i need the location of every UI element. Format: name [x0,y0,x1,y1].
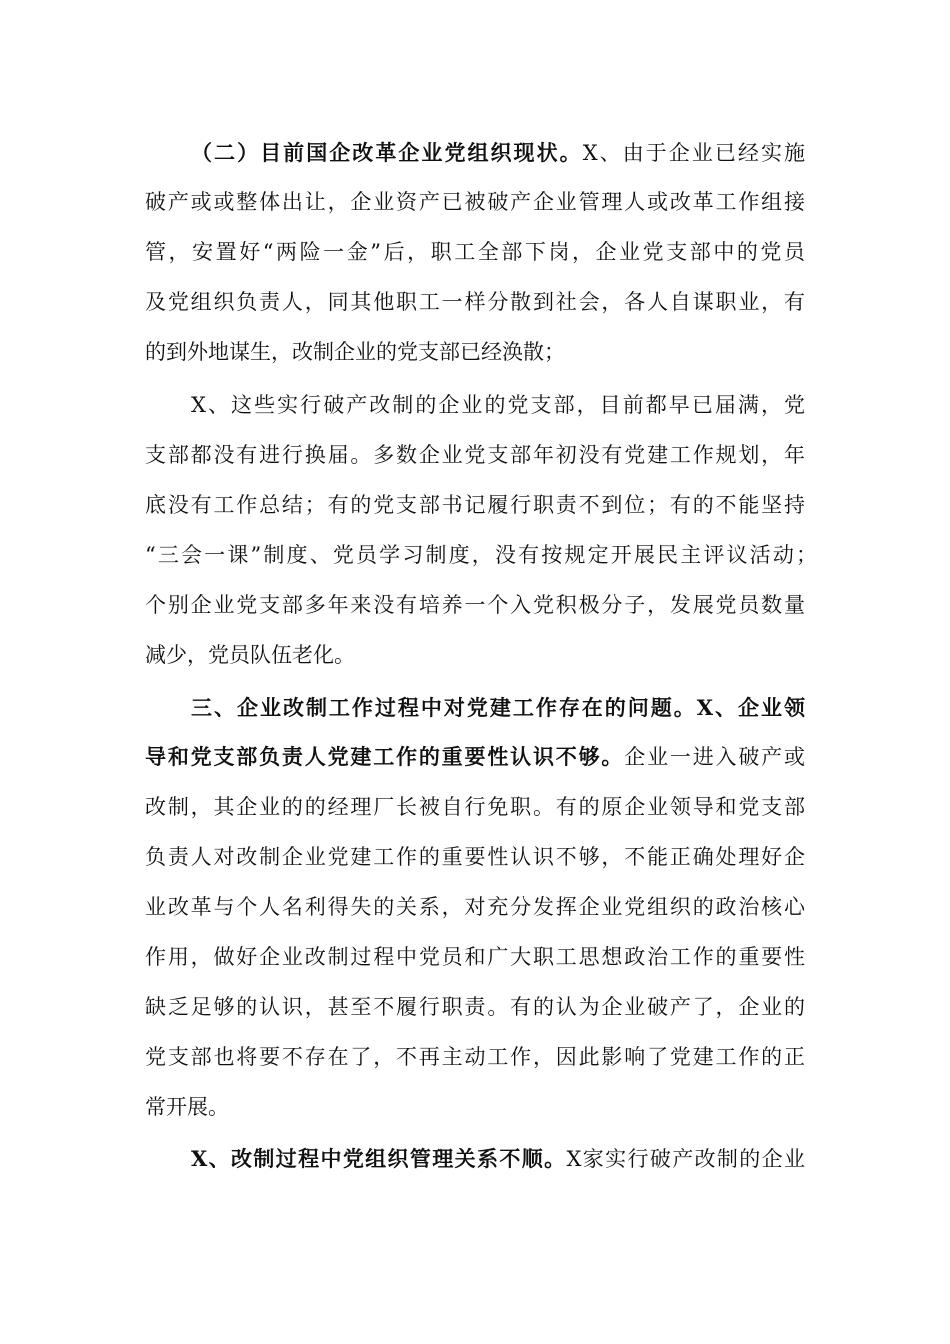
text-run: 支部都没有进行换届。多数企业党支部年初没有党建工作规划，年 [145,443,805,467]
text-run: 个别企业党支部多年来没有培养一个入党积极分子，发展党员数量 [145,593,805,617]
text-line [145,184,805,220]
text-line [145,1089,805,1125]
text-run: 改制，其企业的的经理厂长被自行免职。有的原企业领导和党支部 [145,795,805,819]
text-line [145,889,805,925]
text-line [191,690,805,726]
subsection-heading: 导和党支部负责人党建工作的重要性认识不够。 [145,744,625,769]
text-line [145,789,805,825]
text-line [191,135,805,171]
text-line [145,739,805,775]
text-run: “三会一课”制度、党员学习制度，没有按规定开展民主评议活动； [145,543,817,567]
text-run: 及党组织负责人，同其他职工一样分散到社会，各人自谋职业，有 [145,290,805,314]
text-line [191,387,805,423]
text-run: 业改革与个人名利得失的关系，对充分发挥企业党组织的政治核心 [145,895,805,919]
text-run: 的到外地谋生，改制企业的党支部已经涣散； [145,340,565,364]
text-line [145,234,805,270]
section-heading: （二）目前国企改革企业党组织现状。 [191,140,583,165]
text-run: 作用，做好企业改制过程中党员和广大职工思想政治工作的重要性 [145,945,805,969]
text-run: X、由于企业已经实施 [582,141,805,165]
text-run: 管，安置好“两险一金”后，职工全部下岗，企业党支部中的党员 [145,240,805,264]
text-line [145,284,805,320]
text-run: 负责人对改制企业党建工作的重要性认识不够，不能正确处理好企 [145,845,805,869]
section-heading: 三、企业改制工作过程中对党建工作存在的问题。X、企业领 [191,695,805,720]
text-line [145,487,805,523]
text-run: 破产或或整体出让，企业资产已被破产企业管理人或改革工作组接 [145,190,805,214]
text-line [145,939,805,975]
text-line [145,839,805,875]
text-run: 常开展。 [145,1095,229,1119]
text-run: 缺乏足够的认识，甚至不履行职责。有的认为企业破产了，企业的 [145,995,805,1019]
text-line [191,1141,805,1177]
text-line [145,989,805,1025]
text-line [145,587,805,623]
text-line [145,1039,805,1075]
text-run: 党支部也将要不存在了，不再主动工作，因此影响了党建工作的正 [145,1045,805,1069]
text-line [145,637,805,673]
text-run: X家实行破产改制的企业 [566,1147,805,1171]
text-run: X、这些实行破产改制的企业的党支部，目前都早已届满，党 [191,393,805,417]
text-line [145,437,805,473]
text-run: 企业一进入破产或 [624,745,805,769]
text-line [145,334,805,370]
text-line [145,537,817,573]
subsection-heading: X、改制过程中党组织管理关系不顺。 [191,1146,567,1171]
text-run: 减少，党员队伍老化。 [145,643,355,667]
text-run: 底没有工作总结；有的党支部书记履行职责不到位；有的不能坚持 [145,493,805,517]
